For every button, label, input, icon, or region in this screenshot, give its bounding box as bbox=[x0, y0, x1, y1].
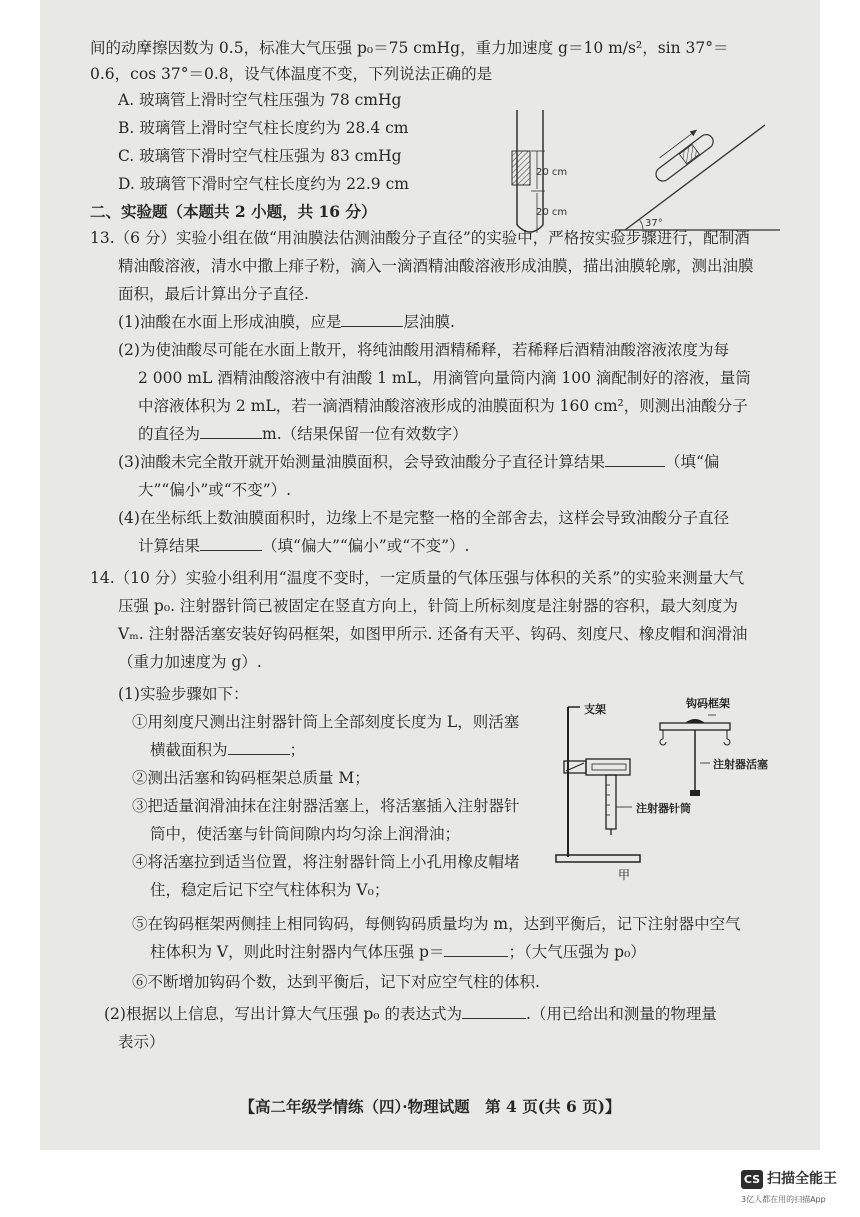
section-heading: 二、实验题（本题共 2 小题，共 16 分） bbox=[90, 202, 377, 221]
q13-part3-prefix: (3)油酸未完全散开就开始测量油膜面积，会导致油酸分子直径计算结果 bbox=[118, 453, 605, 471]
q13-part2-4 bbox=[138, 424, 468, 444]
answer-blank[interactable] bbox=[200, 424, 262, 439]
q13-part3-1 bbox=[118, 452, 719, 472]
page-footer: 【高二年级学情练（四）·物理试题 第 4 页(共 6 页)】 bbox=[239, 1097, 621, 1116]
q12-text-2: 0.6，cos 37°＝0.8，设气体温度不变，下列说法正确的是 bbox=[90, 65, 493, 83]
q13-part1-prefix: (1)油酸在水面上形成油膜，应是 bbox=[118, 313, 342, 331]
q14-step4-2: 住，稳定后记下空气柱体积为 V₀； bbox=[150, 881, 390, 899]
q12-option-c: C. 玻璃管下滑时空气柱压强为 83 cmHg bbox=[118, 147, 402, 165]
answer-blank[interactable] bbox=[228, 740, 290, 755]
q13-text-2: 精油酸溶液，清水中撒上痱子粉，滴入一滴酒精油酸溶液形成油膜，描出油膜轮廓，测出油膜 bbox=[118, 257, 754, 275]
q14-part2-prefix: (2)根据以上信息，写出计算大气压强 p₀ 的表达式为 bbox=[104, 1005, 462, 1023]
q12-option-d: D. 玻璃管下滑时空气柱长度约为 22.9 cm bbox=[118, 175, 409, 193]
figure-caption: 甲 bbox=[618, 868, 631, 882]
q14-step5-suffix: ；（大气压强为 p₀） bbox=[508, 943, 646, 961]
q13-part1 bbox=[118, 312, 455, 332]
q12-angle-label: 37° bbox=[645, 218, 663, 229]
q13-part4-suffix: （填“偏大”“偏小”或“不变”）. bbox=[262, 537, 470, 555]
q13-text-1: 13.（6 分）实验小组在做“用油膜法估测油酸分子直径”的实验中，严格按实验步骤进行，配制酒 bbox=[90, 229, 750, 247]
q13-part2-2: 2 000 mL 酒精油酸溶液中有油酸 1 mL，用滴管向量筒内滴 100 滴配制好的溶液，量筒 bbox=[138, 369, 751, 387]
q12-length-top: 20 cm bbox=[536, 167, 568, 178]
q14-step1-suffix: ； bbox=[289, 741, 306, 759]
q13-part4-1: (4)在坐标纸上数油膜面积时，边缘上不是完整一格的全部舍去，这样会导致油酸分子直径 bbox=[118, 509, 729, 527]
q14-step4-1: ④将活塞拉到适当位置，将注射器针筒上小孔用橡皮帽堵 bbox=[132, 853, 520, 871]
support-label: 支架 bbox=[584, 703, 606, 716]
q13-part2-1: (2)为使油酸尽可能在水面上散开，将纯油酸用酒精稀释，若稀释后酒精油酸溶液浓度为每 bbox=[118, 341, 729, 359]
scanner-logo-icon: CS bbox=[741, 1170, 763, 1189]
q14-step1-2 bbox=[150, 740, 305, 760]
q12-figure bbox=[495, 105, 785, 245]
q14-step1-1: ①用刻度尺测出注射器针筒上全部刻度长度为 L，则活塞 bbox=[132, 713, 520, 731]
q14-steps-heading: (1)实验步骤如下： bbox=[118, 685, 249, 703]
frame-label: 钩码框架 bbox=[686, 697, 730, 710]
answer-blank[interactable] bbox=[341, 312, 403, 327]
q14-text-4: （重力加速度为 g）. bbox=[118, 653, 262, 671]
q12-length-bottom: 20 cm bbox=[536, 207, 568, 218]
q14-part2-suffix: .（用已给出和测量的物理量 bbox=[525, 1005, 717, 1023]
q13-part2-suffix: m.（结果保留一位有效数字） bbox=[262, 425, 468, 443]
answer-blank[interactable] bbox=[605, 452, 665, 467]
q13-part3-suffix: （填“偏 bbox=[664, 453, 720, 471]
scanner-tagline: 3亿人都在用的扫描App bbox=[741, 1195, 826, 1204]
q12-option-b: B. 玻璃管上滑时空气柱长度约为 28.4 cm bbox=[118, 119, 409, 137]
q14-step6: ⑥不断增加钩码个数，达到平衡后，记下对应空气柱的体积. bbox=[132, 973, 540, 991]
q12-option-a: A. 玻璃管上滑时空气柱压强为 78 cmHg bbox=[118, 91, 402, 109]
answer-blank[interactable] bbox=[462, 1004, 526, 1019]
q14-step2: ②测出活塞和钩码框架总质量 M； bbox=[132, 769, 370, 787]
q14-part2-2: 表示） bbox=[118, 1033, 165, 1051]
barrel-label: 注射器针筒 bbox=[636, 802, 691, 815]
q14-step3-1: ③把适量润滑油抹在注射器活塞上，将活塞插入注射器针 bbox=[132, 797, 520, 815]
q14-step3-2: 筒中，使活塞与针筒间隙内均匀涂上润滑油； bbox=[150, 825, 461, 843]
piston-label: 注射器活塞 bbox=[713, 758, 768, 771]
q14-figure bbox=[550, 695, 790, 885]
q13-part4-prefix: 计算结果 bbox=[138, 537, 201, 555]
q13-text-3: 面积，最后计算出分子直径. bbox=[118, 285, 309, 303]
q14-step1-prefix: 横截面积为 bbox=[150, 741, 228, 759]
q14-step5-2 bbox=[150, 942, 646, 962]
q12-text-1: 间的动摩擦因数为 0.5，标准大气压强 p₀＝75 cmHg，重力加速度 g＝10 m/s²，sin 37°＝ bbox=[90, 39, 729, 57]
q13-part2-prefix: 的直径为 bbox=[138, 425, 201, 443]
scanner-watermark bbox=[741, 1170, 851, 1210]
q14-step5-1: ⑤在钩码框架两侧挂上相同钩码，每侧钩码质量均为 m，达到平衡后，记下注射器中空气 bbox=[132, 915, 741, 933]
q14-text-1: 14.（10 分）实验小组利用“温度不变时，一定质量的气体压强与体积的关系”的实验来测量大气 bbox=[90, 569, 745, 587]
q14-text-3: Vₘ. 注射器活塞安装好钩码框架，如图甲所示. 还备有天平、钩码、刻度尺、橡皮帽和润滑油 bbox=[118, 625, 748, 643]
answer-blank[interactable] bbox=[444, 942, 508, 957]
answer-blank[interactable] bbox=[200, 536, 262, 551]
q13-part1-suffix: 层油膜. bbox=[403, 313, 455, 331]
q13-part3-2: 大”“偏小”或“不变”）. bbox=[138, 481, 292, 499]
q14-step5-prefix: 柱体积为 V，则此时注射器内气体压强 p＝ bbox=[150, 943, 445, 961]
q13-part2-3: 中溶液体积为 2 mL，若一滴酒精油酸溶液形成的油膜面积为 160 cm²，则测出油酸分子 bbox=[138, 397, 748, 415]
q13-part4-2 bbox=[138, 536, 470, 556]
q14-part2-1 bbox=[104, 1004, 717, 1024]
q14-text-2: 压强 p₀. 注射器针筒已被固定在竖直方向上，针筒上所标刻度是注射器的容积，最大刻度为 bbox=[118, 597, 738, 615]
scanner-brand-name: 扫描全能王 bbox=[767, 1171, 837, 1187]
